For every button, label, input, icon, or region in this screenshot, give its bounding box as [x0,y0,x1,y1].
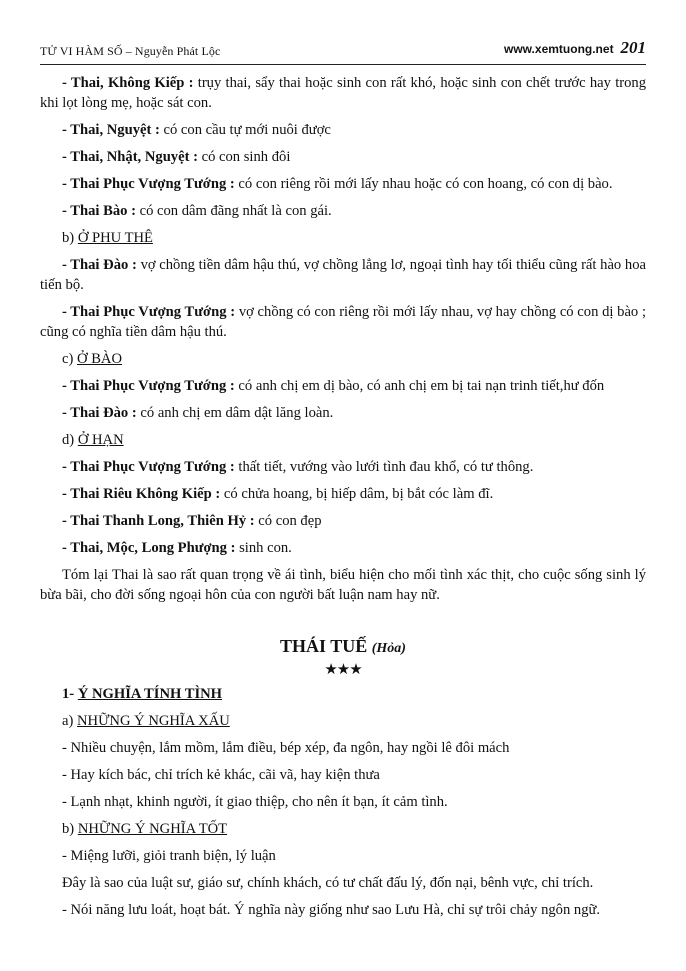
bad-meanings-heading [40,711,646,731]
book-title: TỬ VI HÀM SỐ – Nguyễn Phát Lộc [40,44,221,58]
combination-description: thất tiết, vướng vào lưới tình đau khổ, có tư thông. [234,459,534,475]
subsection-heading [40,430,646,450]
good-meanings-heading-text: NHỮNG Ý NGHĨA TỐT [77,821,228,837]
bad-meanings-heading-text: NHỮNG Ý NGHĨA XẤU [77,713,230,729]
bad-meanings-prefix: a) [62,713,77,729]
combination-description: có con riêng rồi mới lấy nhau hoặc có con hoang, có con dị bào. [234,176,613,192]
section-subtitle: (Hỏa) [371,641,406,656]
section-heading-text: Ý NGHĨA TÍNH TÌNH [77,686,223,702]
combination-term: - Thai Phục Vượng Tướng : [62,378,235,394]
combination-term: - Thai Riêu Không Kiếp : [62,486,221,502]
combination-entry [40,174,646,194]
section-heading [40,684,646,704]
combination-description: vợ chồng tiền dâm hậu thú, vợ chồng lẳng lơ, ngoại tình hay tối thiểu cũng rất hào hoa tiến bộ. [40,257,646,293]
combination-entry [40,511,646,531]
page-number: 201 [620,38,646,57]
bad-meaning-line: - Hay kích bác, chỉ trích kẻ khác, cãi vã, hay kiện thưa [62,767,380,783]
subsection-heading-text: Ở HẠN [77,432,124,448]
good-meaning-line: Đây là sao của luật sư, giáo sư, chính khách, có tư chất đấu lý, đốn nại, bênh vực, chỉ trích. [62,875,594,891]
combination-description: có anh chị em dị bào, có anh chị em bị tai nạn trinh tiết,hư đốn [234,378,605,394]
combination-entry [40,201,646,221]
combination-entry [40,376,646,396]
combination-term: - Thai, Nhật, Nguyệt : [62,149,198,165]
combination-term: - Thai Bào : [62,203,136,219]
combination-entry [40,255,646,295]
subsection-heading-text: Ở PHU THÊ [77,230,153,246]
combination-description: có con sinh đôi [197,149,291,165]
combination-entry [40,147,646,167]
combination-description: có chửa hoang, bị hiếp dâm, bị bắt cóc làm đĩ. [220,486,494,502]
combination-term: - Thai Đào : [62,405,137,421]
good-meaning-line: - Miệng lưỡi, giỏi tranh biện, lý luận [62,848,276,864]
thai-combinations-list [40,73,646,558]
combination-term: - Thai Thanh Long, Thiên Hỷ : [62,513,255,529]
subsection-prefix: b) [62,230,78,246]
combination-term: - Thai Đào : [62,257,137,273]
bad-meaning-line: - Lạnh nhạt, khinh người, ít giao thiệp, cho nên ít bạn, ít cảm tình. [62,794,448,810]
subsection-heading-text: Ở BÀO [77,351,122,367]
section-title [40,635,646,660]
combination-entry [40,73,646,113]
combination-description: trụy thai, sẩy thai hoặc sinh con rất khó, hoặc sinh con chết trước hay trong khi lọt lòng mẹ, hoặc sát con. [40,75,647,111]
section-heading-number: 1- [62,686,78,702]
website-url[interactable]: www.xemtuong.net [504,42,614,56]
combination-entry [40,457,646,477]
combination-term: - Thai Phục Vượng Tướng : [62,304,236,320]
combination-entry [40,120,646,140]
combination-description: vợ chồng có con riêng rồi mới lấy nhau, vợ hay chồng có con dị bào ; cũng có nghĩa tiền dâm hậu thú. [40,304,646,340]
subsection-prefix: c) [62,351,77,367]
combination-term: - Thai Phục Vượng Tướng : [62,459,235,475]
section-title-text: THÁI TUẾ [280,636,368,656]
combination-description: sinh con. [235,540,292,556]
combination-entry [40,403,646,423]
combination-term: - Thai, Mộc, Long Phượng : [62,540,236,556]
good-meaning-line: - Nói năng lưu loát, hoạt bát. Ý nghĩa này giống như sao Lưu Hà, chỉ sự trôi chảy ngôn ngữ. [62,902,601,918]
good-meanings-prefix: b) [62,821,78,837]
combination-term: - Thai, Nguyệt : [62,122,160,138]
good-meanings-heading [40,819,646,839]
combination-description: có anh chị em dâm dật lăng loàn. [136,405,334,421]
combination-entry [40,302,646,342]
subsection-prefix: d) [62,432,78,448]
combination-description: có con đẹp [254,513,322,529]
subsection-heading [40,228,646,248]
page-content [40,73,646,927]
combination-term: - Thai, Không Kiếp : [62,75,194,91]
star-ornament: ★★★ [324,662,362,678]
combination-entry [40,538,646,558]
combination-description: có con dâm đãng nhất là con gái. [135,203,332,219]
combination-term: - Thai Phục Vượng Tướng : [62,176,235,192]
combination-entry [40,484,646,504]
page-header [40,38,646,65]
summary-paragraph: Tóm lại Thai là sao rất quan trọng về ái tình, biểu hiện cho mối tình xác thịt, cho cuộc sống sinh lý bừa bãi, cho đời sống ngoại hôn của con người bất luận nam hay nữ. [40,567,646,603]
subsection-heading [40,349,646,369]
bad-meaning-line: - Nhiều chuyện, lắm mồm, lắm điều, bép xép, đa ngôn, hay ngồi lê đôi mách [62,740,510,756]
combination-description: có con cầu tự mới nuôi được [159,122,331,138]
